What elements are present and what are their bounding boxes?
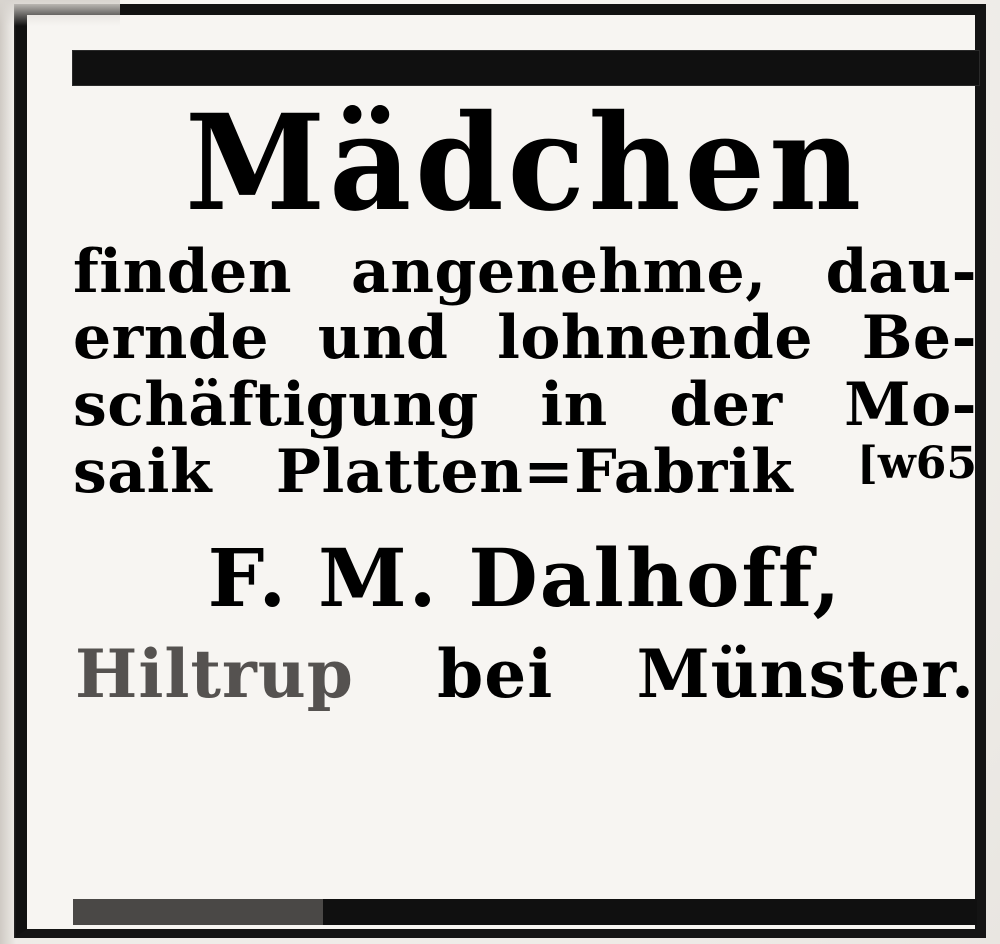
scan-corner-shadow [0,0,120,26]
firm-name: F. M. Dalhoff, [207,530,843,625]
body-line-2 [67,303,983,374]
advertisement-frame [14,4,986,938]
body-line-4 [67,436,983,507]
body-word: und [317,303,449,374]
body-word: Mo- [844,370,977,441]
advertisement-content [67,86,983,713]
body-word: ernde [73,303,270,374]
body-text [67,236,983,507]
body-word: Platten=Fabrik [275,436,794,507]
body-word: schäftigung [73,370,479,441]
body-word: in [540,370,608,441]
bottom-rule-bar-faded-segment [73,899,323,925]
body-word: finden [73,236,292,307]
body-word: angenehme, [351,236,767,307]
headline: Mädchen [185,86,865,241]
scan-edge-shadow [0,0,16,944]
place-preposition: bei [437,634,554,713]
body-word: dau- [825,236,977,307]
place-town: Hiltrup [75,634,354,713]
place-line [67,635,983,713]
body-word: Be- [861,303,977,374]
top-rule-bar [73,51,979,85]
body-word: lohnende [497,303,814,374]
body-word: saik [73,436,213,507]
reference-code: [w65 [857,437,977,489]
body-line-3 [67,370,983,441]
place-city: Münster. [636,634,975,713]
body-word: der [669,370,783,441]
body-line-1 [67,236,983,307]
